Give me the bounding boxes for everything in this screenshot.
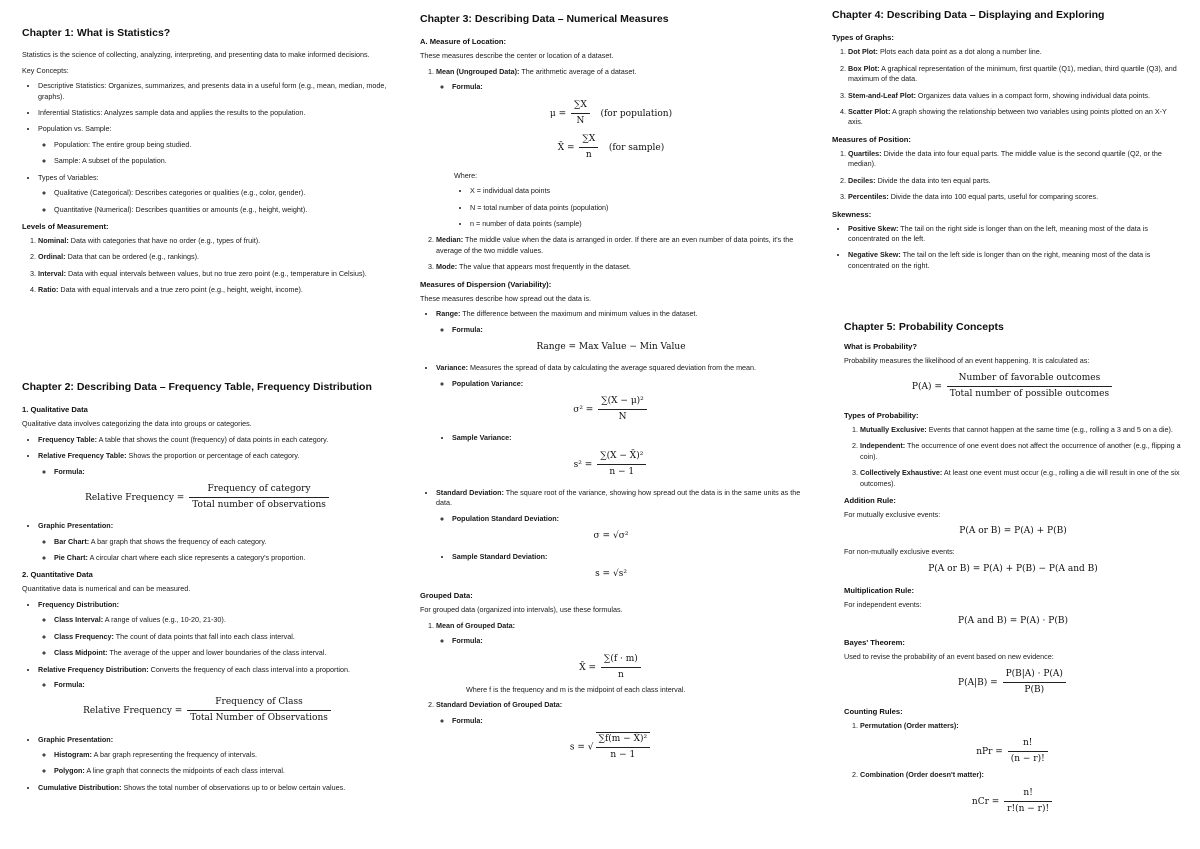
sample-variance-list (420, 433, 802, 443)
list-item: ◦ Formula: (54, 680, 394, 690)
list-item: 4. Ratio: Data with equal intervals and a true zero point (e.g., height, weight, income). (38, 285, 394, 295)
relative-frequency-formula: Relative Frequency = $\frac{\text{Frequency of category}}{\text{Total number of observations}}$ (22, 483, 394, 512)
counting-rules-title: Counting Rules: (844, 706, 903, 716)
list-item: • Range: The difference between the maximum and minimum values in the dataset. ◦ Formula: (436, 309, 802, 335)
list-item: 1. Mean (Ungrouped Data): The arithmetic average of a dataset. ◦ Formula: (436, 67, 802, 93)
graphic-presentation-quant-list (22, 735, 394, 794)
chapter-4 (832, 8, 1182, 277)
sub-list (38, 615, 394, 658)
range-formula: Range = Max Value − Min Value (536, 342, 686, 353)
sub-list (38, 680, 394, 690)
addition-rule-title: Addition Rule: (844, 495, 896, 505)
list-item: ◦ Population Standard Deviation: (452, 514, 802, 524)
multiplication-rule-title: Multiplication Rule: (844, 585, 915, 595)
list-item: • Types of Variables: ◦ Qualitative (Categorical): Describes categories or qualities (e.g., color, gender). ◦ Quantitative (Numerical): Describes quantities or amounts (e.g., height, weight). (38, 173, 394, 215)
bayes-formula: P(A|B) = $\frac{P(B|A) \cdot P(A)}{P(B)}$ (844, 668, 1182, 697)
list-item: ◦ Population Variance: (452, 379, 802, 389)
addition-formula-general: P(A or B) = P(A) + P(B) − P(A and B) (928, 563, 1098, 574)
position-list (832, 149, 1182, 203)
list-item: • X = individual data points (470, 186, 802, 196)
list-item: • n = number of data points (sample) (470, 219, 802, 229)
list-item: • Graphic Presentation: ◦ Bar Chart: A bar graph that shows the frequency of each category. ◦ Pie Chart: A circular chart where each slice represents a category's proportion. (38, 521, 394, 563)
column-right (832, 0, 1182, 849)
list-item: ◦ Formula: (452, 325, 802, 335)
grouped-mean-where: Where f is the frequency and m is the midpoint of each class interval. (466, 684, 686, 694)
where-list (454, 186, 802, 229)
list-item: • Standard Deviation: The square root of the variance, showing how spread out the data is in the same units as the data. ◦ Population Standard Deviation: (436, 488, 802, 524)
quantitative-data-title: 2. Quantitative Data (22, 570, 93, 580)
key-concepts-label: Key Concepts: (22, 65, 69, 75)
levels-title: Levels of Measurement: (22, 222, 109, 232)
list-item: 3. Collectively Exhaustive: At least one event must occur (e.g., rolling a die will result in one of the six outcomes). (860, 468, 1182, 489)
mutually-exclusive-note: For mutually exclusive events: (844, 509, 941, 519)
location-list-a (420, 67, 802, 93)
qualitative-intro: Qualitative data involves categorizing the data into groups or categories. (22, 419, 252, 429)
list-item: 4. Scatter Plot: A graph showing the relationship between two variables using points plotted on an X-Y axis. (848, 107, 1182, 128)
list-item: ◦ Class Frequency: The count of data points that fall into each class interval. (54, 632, 394, 642)
range-list (420, 309, 802, 335)
list-item: ◦ Quantitative (Numerical): Describes quantities or amounts (e.g., height, weight). (54, 205, 394, 215)
relative-frequency-class-formula: Relative Frequency = $\frac{\text{Frequency of Class}}{\text{Total Number of Observations}}$ (22, 696, 394, 725)
non-mutually-exclusive-note: For non-mutually exclusive events: (844, 547, 955, 557)
levels-list (22, 236, 394, 296)
probability-formula: P(A) = $\frac{\text{Number of favorable outcomes}}{\text{Total number of possible outcomes}}$ (844, 372, 1182, 401)
list-item: ◦ Formula: (452, 82, 802, 92)
list-item: • Graphic Presentation: ◦ Histogram: A bar graph representing the frequency of intervals. ◦ Polygon: A line graph that connects the midpoints of each class interval. (38, 735, 394, 777)
permutation-formula: nPr = $\frac{n!}{(n - r)!}$ (844, 737, 1182, 766)
list-item: 2. Independent: The occurrence of one event does not affect the occurrence of another (e.g., flipping a coin). (860, 441, 1182, 462)
list-item: • Negative Skew: The tail on the left side is longer than on the right, meaning most of the data is concentrated on the right. (848, 250, 1182, 271)
multiplication-formula: P(A and B) = P(A) · P(B) (958, 616, 1068, 627)
list-item: • Population vs. Sample: ◦ Population: The entire group being studied. ◦ Sample: A subset of the population. (38, 124, 394, 166)
list-item: ◦ Pie Chart: A circular chart where each slice represents a category's proportion. (54, 553, 394, 563)
list-item: • Sample Variance: (452, 433, 802, 443)
sample-mean-formula: X̄ = $\frac{\sum X}{n}$ (for sample) (557, 133, 665, 160)
sample-sd-list (420, 552, 802, 562)
combination-formula: nCr = $\frac{n!}{r!(n - r)!}$ (844, 787, 1182, 816)
list-item: 1. Mean of Grouped Data: ◦ Formula: (436, 621, 802, 647)
sub-list (436, 379, 802, 389)
where-label: Where: (454, 170, 478, 180)
list-item: • Positive Skew: The tail on the right side is longer than on the left, meaning most of the data is concentrated on the left. (848, 224, 1182, 245)
position-title: Measures of Position: (832, 134, 911, 144)
graphs-list (832, 47, 1182, 128)
grouped-mean-formula: X̄ = $\frac{\sum(f \cdot m)}{n}$ (420, 653, 802, 682)
chapter-2 (22, 380, 394, 799)
sub-list (38, 750, 394, 777)
list-item: 1. Quartiles: Divide the data into four equal parts. The middle value is the second quartile (Q2, or the median). (848, 149, 1182, 170)
chapter-3-title: Chapter 3: Describing Data – Numerical Measures (420, 13, 669, 25)
types-of-graphs-title: Types of Graphs: (832, 33, 894, 43)
list-item: ◦ Formula: (452, 636, 802, 646)
list-item: • Cumulative Distribution: Shows the total number of observations up to or below certain values. (38, 783, 394, 793)
list-item: • Variance: Measures the spread of data by calculating the average squared deviation from the mean. ◦ Population Variance: (436, 363, 802, 389)
list-item: 2. Deciles: Divide the data into ten equal parts. (848, 176, 1182, 186)
chapter-3 (420, 12, 802, 771)
population-variance-formula: σ² = $\frac{\text{∑(X − μ)²}}{N}$ (420, 395, 802, 424)
list-item: 1. Nominal: Data with categories that have no order (e.g., types of fruit). (38, 236, 394, 246)
list-item: 2. Ordinal: Data that can be ordered (e.g., rankings). (38, 252, 394, 262)
quantitative-intro: Quantitative data is numerical and can be measured. (22, 584, 191, 594)
list-item: ◦ Class Midpoint: The average of the upper and lower boundaries of the class interval. (54, 648, 394, 658)
sub-list (436, 514, 802, 524)
list-item: ◦ Bar Chart: A bar graph that shows the frequency of each category. (54, 537, 394, 547)
list-item: 2. Standard Deviation of Grouped Data: ◦ Formula: (436, 700, 802, 726)
addition-formula-exclusive: P(A or B) = P(A) + P(B) (959, 526, 1067, 537)
chapter-1-title: Chapter 1: What is Statistics? (22, 27, 171, 39)
list-item: • Relative Frequency Table: Shows the proportion or percentage of each category. ◦ Formula: (38, 451, 394, 477)
list-item: ◦ Qualitative (Categorical): Describes categories or qualities (e.g., color, gender). (54, 188, 394, 198)
location-list-b (420, 235, 802, 272)
variance-list (420, 363, 802, 389)
list-item: ◦ Class Interval: A range of values (e.g., 10-20, 21-30). (54, 615, 394, 625)
bayes-title: Bayes' Theorem: (844, 638, 905, 648)
grouped-sd-formula: s = √ $\frac{\text{∑f(m − X̄)²}}{n - 1}$ (420, 732, 802, 762)
probability-types-list (844, 425, 1182, 489)
list-item: • Relative Frequency Distribution: Converts the frequency of each class interval into a proportion. ◦ Formula: (38, 665, 394, 691)
statistics-definition: Statistics is the science of collecting, analyzing, interpreting, and presenting data to make informed decisions. (22, 50, 370, 60)
counting-list-a (844, 721, 1182, 731)
quantitative-list (22, 600, 394, 691)
grouped-list-a (420, 621, 802, 647)
skewness-list (832, 224, 1182, 272)
qualitative-data-title: 1. Qualitative Data (22, 405, 88, 415)
list-item: • Frequency Table: A table that shows the count (frequency) of data points in each category. (38, 435, 394, 445)
bayes-description: Used to revise the probability of an event based on new evidence: (844, 652, 1054, 662)
chapter-4-title: Chapter 4: Describing Data – Displaying and Exploring (832, 9, 1105, 21)
chapter-5-title: Chapter 5: Probability Concepts (844, 321, 1004, 333)
list-item: ◦ Population: The entire group being studied. (54, 140, 394, 150)
list-item: • Descriptive Statistics: Organizes, summarizes, and presents data in a useful form (e.g., mean, median, mode, graphs). (38, 81, 394, 102)
key-concepts-list (22, 81, 394, 215)
graphic-presentation-list (22, 521, 394, 563)
independent-events-note: For independent events: (844, 599, 922, 609)
list-item: ◦ Sample: A subset of the population. (54, 156, 394, 166)
list-item: 2. Combination (Order doesn't matter): (860, 770, 1182, 780)
skewness-title: Skewness: (832, 209, 872, 219)
list-item: ◦ Formula: (452, 716, 802, 726)
list-item: 3. Stem-and-Leaf Plot: Organizes data values in a compact form, showing individual data points. (848, 91, 1182, 101)
list-item: • N = total number of data points (population) (470, 203, 802, 213)
sample-variance-formula: s² = $\frac{\text{∑(X − X̄)²}}{n - 1}$ (420, 450, 802, 479)
sub-list (38, 467, 394, 477)
list-item: ◦ Formula: (54, 467, 394, 477)
sub-list (436, 636, 802, 646)
where-block (420, 171, 802, 230)
dispersion-title: Measures of Dispersion (Variability): (420, 279, 552, 289)
probability-definition: Probability measures the likelihood of an event happening. It is calculated as: (844, 356, 1090, 366)
list-item: 3. Mode: The value that appears most frequently in the dataset. (436, 262, 802, 272)
grouped-intro: For grouped data (organized into intervals), use these formulas. (420, 605, 623, 615)
list-item: ◦ Histogram: A bar graph representing the frequency of intervals. (54, 750, 394, 760)
list-item: 3. Interval: Data with equal intervals between values, but no true zero point (e.g., temperature in Celsius). (38, 269, 394, 279)
sub-list (436, 716, 802, 726)
list-item: 1. Mutually Exclusive: Events that cannot happen at the same time (e.g., rolling a 3 and 5 on a die). (860, 425, 1182, 435)
column-left (22, 0, 394, 849)
grouped-data-title: Grouped Data: (420, 591, 473, 601)
list-item: • Inferential Statistics: Analyzes sample data and applies the results to the population. (38, 108, 394, 118)
chapter-2-title: Chapter 2: Describing Data – Frequency Table, Frequency Distribution (22, 381, 372, 393)
std-dev-list (420, 488, 802, 524)
counting-list-b (844, 770, 1182, 780)
column-middle (420, 0, 802, 849)
dispersion-intro: These measures describe how spread out the data is. (420, 293, 591, 303)
location-intro: These measures describe the center or location of a dataset. (420, 51, 614, 61)
qualitative-list (22, 435, 394, 477)
sub-list (436, 325, 802, 335)
sub-list (38, 188, 394, 215)
sub-list (38, 537, 394, 564)
list-item: • Sample Standard Deviation: (452, 552, 802, 562)
list-item: 2. Median: The middle value when the data is arranged in order. If there are an even number of data points, it's the average of the two middle values. (436, 235, 802, 256)
list-item: 2. Box Plot: A graphical representation of the minimum, first quartile (Q1), median, third quartile (Q3), and maximum of the data. (848, 64, 1182, 85)
location-title: A. Measure of Location: (420, 37, 507, 47)
list-item: 3. Percentiles: Divide the data into 100 equal parts, useful for comparing scores. (848, 192, 1182, 202)
list-item: • Frequency Distribution: ◦ Class Interval: A range of values (e.g., 10-20, 21-30). ◦ Class Frequency: The count of data points that fall into each class interval. ◦ Class Midpoint: The average of the upper and lower boundaries of the class interval. (38, 600, 394, 659)
list-item: ◦ Polygon: A line graph that connects the midpoints of each class interval. (54, 766, 394, 776)
sample-sd-formula: s = √s² (595, 569, 627, 580)
types-of-probability-title: Types of Probability: (844, 410, 919, 420)
what-is-probability-title: What is Probability? (844, 342, 917, 352)
chapter-5 (844, 320, 1182, 816)
list-item: 1. Permutation (Order matters): (860, 721, 1182, 731)
sub-list (38, 140, 394, 167)
chapter-1 (22, 26, 394, 302)
population-sd-formula: σ = √σ² (593, 530, 629, 541)
grouped-list-b (420, 700, 802, 726)
list-item: 1. Dot Plot: Plots each data point as a dot along a number line. (848, 47, 1182, 57)
population-mean-formula: μ = $\frac{\sum X}{N}$ (for population) (549, 99, 673, 126)
sub-list (436, 82, 802, 92)
